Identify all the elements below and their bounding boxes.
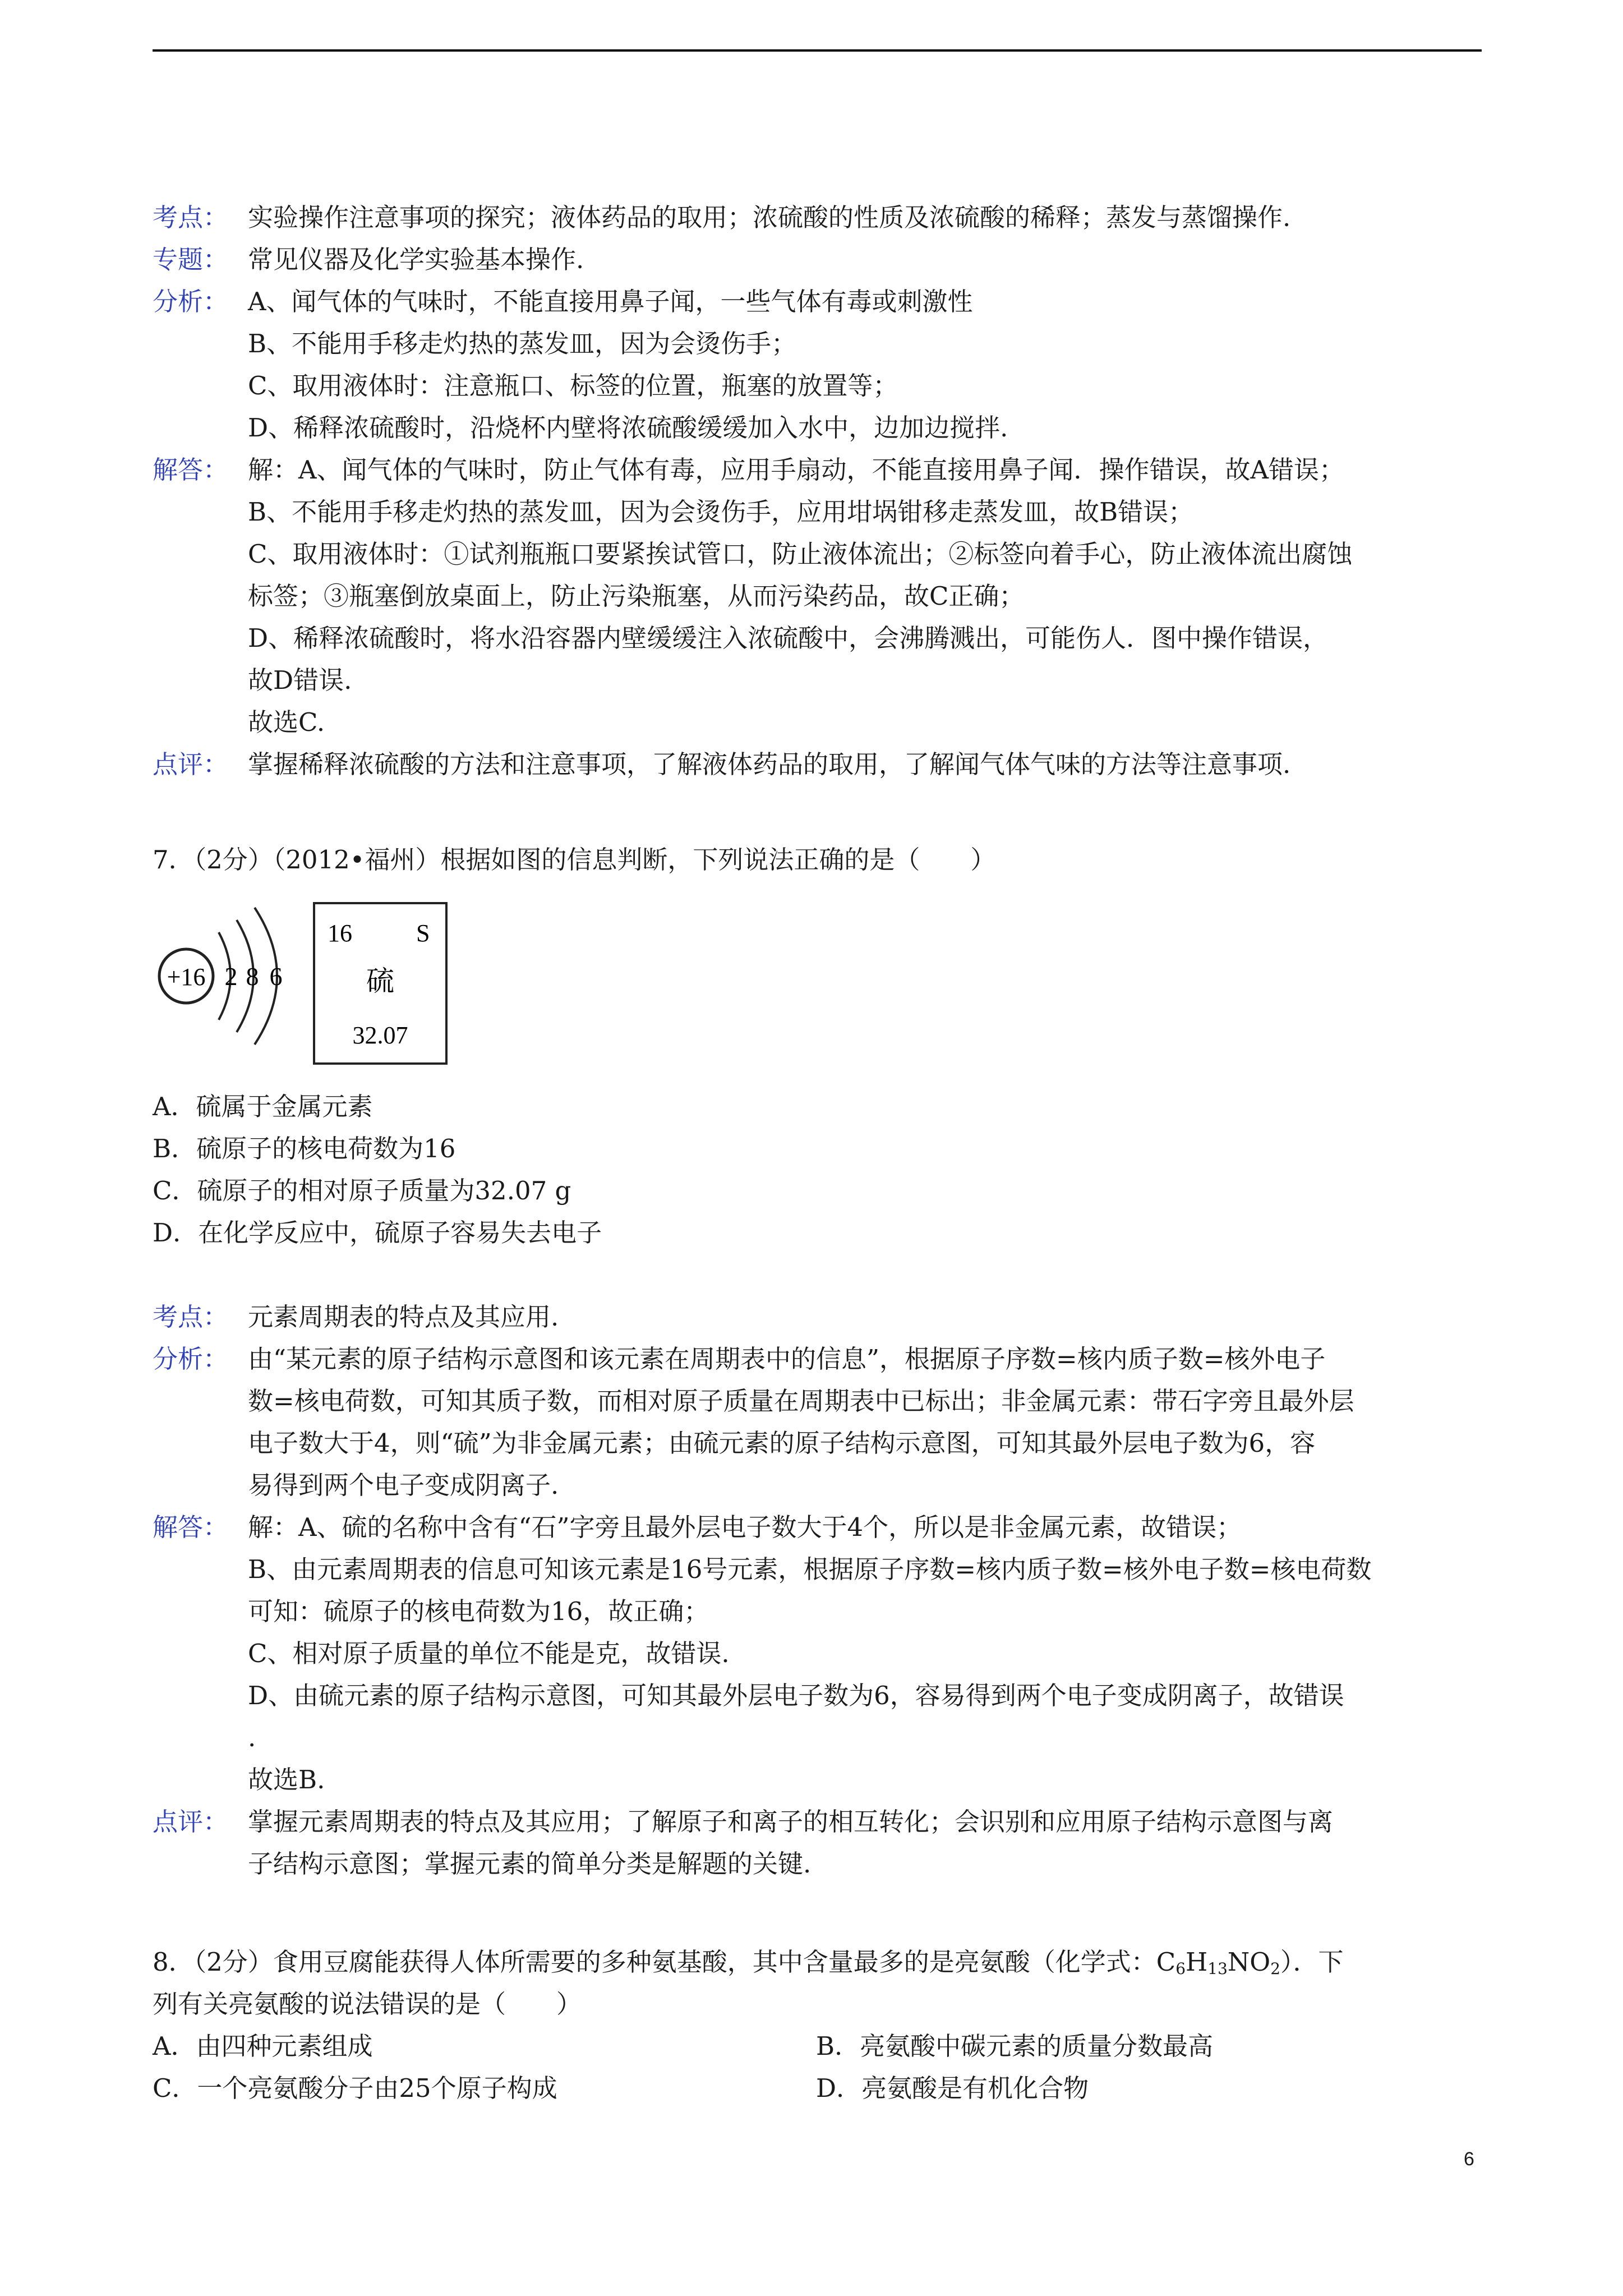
- jieda-line: 可知：硫原子的核电荷数为16，故正确；: [248, 1596, 709, 1626]
- dianping-line: 掌握元素周期表的特点及其应用；了解原子和离子的相互转化；会识别和应用原子结构示意图与离: [248, 1807, 1334, 1837]
- jieda-line: 故D错误.: [248, 665, 352, 695]
- q8-stem-text: ）．下: [1280, 1947, 1344, 1977]
- q7-options: [153, 1085, 1482, 1254]
- q8-options-row-1: [153, 2025, 1482, 2067]
- q7-option-c: C．硫原子的相对原子质量为32.07 g: [153, 1176, 571, 1205]
- q8-option-c: C．一个亮氨酸分子由25个原子构成: [153, 2073, 557, 2103]
- dianping-text: 掌握稀释浓硫酸的方法和注意事项，了解液体药品的取用，了解闻气体气味的方法等注意事项.: [248, 749, 1291, 779]
- q7-option-a: A．硫属于金属元素: [153, 1092, 373, 1121]
- label-fenxi: 分析：: [153, 1344, 229, 1374]
- nucleus-charge: +16: [167, 963, 206, 991]
- shell-3-electrons: 6: [269, 962, 283, 991]
- jieda-line: 解：A、闻气体的气味时，防止气体有毒，应用手扇动，不能直接用鼻子闻．操作错误，故A错误；: [248, 455, 1344, 485]
- jieda-line: 故选B.: [248, 1765, 325, 1795]
- q7-option-d: D．在化学反应中，硫原子容易失去电子: [153, 1218, 602, 1248]
- fenxi-line: B、不能用手移走灼热的蒸发皿，因为会烫伤手；: [248, 329, 797, 358]
- formula-subscript: 6: [1175, 1959, 1186, 1978]
- formula-part: H: [1186, 1947, 1208, 1977]
- q6-dianping: [153, 743, 1482, 785]
- jieda-line: 故选C.: [248, 707, 325, 737]
- kaodian-text: 元素周期表的特点及其应用.: [248, 1302, 559, 1332]
- q6-analysis: [153, 196, 1482, 785]
- q7-fenxi: [153, 1338, 1482, 1380]
- q7-kaodian: [153, 1296, 1482, 1338]
- jieda-line: D、由硫元素的原子结构示意图，可知其最外层电子数为6，容易得到两个电子变成阴离子，故错误: [248, 1681, 1344, 1710]
- fenxi-line: 数=核电荷数，可知其质子数，而相对原子质量在周期表中已标出；非金属元素：带石字旁且最外层: [248, 1386, 1354, 1416]
- fenxi-line: A、闻气体的气味时，不能直接用鼻子闻，一些气体有毒或刺激性: [248, 287, 973, 316]
- q6-fenxi: [153, 280, 1482, 323]
- shell-1-electrons: 2: [224, 962, 238, 991]
- label-jieda: 解答：: [153, 1512, 229, 1542]
- label-zhuanti: 专题：: [153, 245, 229, 274]
- page-number: 6: [1464, 2148, 1474, 2170]
- label-kaodian: 考点：: [153, 1302, 229, 1332]
- jieda-line: D、稀释浓硫酸时，将水沿容器内壁缓缓注入浓硫酸中，会沸腾溅出，可能伤人．图中操作错误，: [248, 623, 1329, 653]
- q7-analysis: [153, 1296, 1482, 1885]
- q7-stem: 7．（2分）（2012•福州）根据如图的信息判断，下列说法正确的是（ ）: [153, 845, 996, 875]
- q7-option-b: B．硫原子的核电荷数为16: [153, 1134, 456, 1163]
- q8-options-row-2: [153, 2067, 1482, 2109]
- q8-option-b: B．亮氨酸中碳元素的质量分数最高: [816, 2031, 1214, 2061]
- jieda-line: .: [248, 1723, 256, 1752]
- jieda-line: 解：A、硫的名称中含有“石”字旁且最外层电子数大于4个，所以是非金属元素，故错误；: [248, 1512, 1242, 1542]
- fenxi-line: 电子数大于4，则“硫”为非金属元素；由硫元素的原子结构示意图，可知其最外层电子数为6，容: [248, 1428, 1316, 1458]
- jieda-line: B、由元素周期表的信息可知该元素是16号元素，根据原子序数=核内质子数=核外电子数=核电荷数: [248, 1554, 1372, 1584]
- atomic-number: 16: [328, 919, 352, 947]
- jieda-line: 标签；③瓶塞倒放桌面上，防止污染瓶塞，从而污染药品，故C正确；: [248, 581, 1025, 611]
- header-rule: [153, 49, 1482, 52]
- element-symbol: S: [416, 919, 430, 947]
- fenxi-line: 由“某元素的原子结构示意图和该元素在周期表中的信息”，根据原子序数=核内质子数=核外电子: [248, 1344, 1326, 1374]
- element-name: 硫: [366, 965, 394, 997]
- atomic-mass: 32.07: [352, 1022, 408, 1049]
- q7-jieda: [153, 1506, 1482, 1548]
- q6-zhuanti: [153, 238, 1482, 280]
- q8-stem-text: 8．（2分）食用豆腐能获得人体所需要的多种氨基酸，其中含量最多的是亮氨酸（化学式：C: [153, 1947, 1176, 1977]
- dianping-line: 子结构示意图；掌握元素的简单分类是解题的关键.: [248, 1849, 811, 1879]
- label-jieda: 解答：: [153, 455, 229, 485]
- formula-subscript: 13: [1207, 1959, 1228, 1978]
- sulfur-atom-figure: [153, 898, 467, 1077]
- fenxi-line: 易得到两个电子变成阴离子.: [248, 1470, 559, 1500]
- q6-jieda: [153, 449, 1482, 491]
- q8-block: [153, 1941, 1482, 2109]
- jieda-line: C、相对原子质量的单位不能是克，故错误.: [248, 1639, 730, 1668]
- formula-part: NO: [1227, 1947, 1271, 1977]
- label-fenxi: 分析：: [153, 287, 229, 316]
- shell-2-electrons: 8: [246, 962, 259, 991]
- kaodian-text: 实验操作注意事项的探究；液体药品的取用；浓硫酸的性质及浓硫酸的稀释；蒸发与蒸馏操作.: [248, 203, 1291, 232]
- fenxi-line: C、取用液体时：注意瓶口、标签的位置，瓶塞的放置等；: [248, 371, 898, 401]
- label-dianping: 点评：: [153, 1807, 229, 1837]
- jieda-line: B、不能用手移走灼热的蒸发皿，因为会烫伤手，应用坩埚钳移走蒸发皿，故B错误；: [248, 497, 1194, 527]
- q8-option-d: D．亮氨酸是有机化合物: [816, 2073, 1089, 2103]
- formula-subscript: 2: [1270, 1959, 1281, 1978]
- zhuanti-text: 常见仪器及化学实验基本操作.: [248, 245, 584, 274]
- q6-kaodian: [153, 196, 1482, 238]
- label-dianping: 点评：: [153, 749, 229, 779]
- fenxi-line: D、稀释浓硫酸时，沿烧杯内壁将浓硫酸缓缓加入水中，边加边搅拌.: [248, 413, 1008, 443]
- q8-stem-line-2: 列有关亮氨酸的说法错误的是（ ）: [153, 1989, 582, 2019]
- q7-dianping: [153, 1801, 1482, 1843]
- jieda-line: C、取用液体时：①试剂瓶瓶口要紧挨试管口，防止液体流出；②标签向着手心，防止液体流出腐蚀: [248, 539, 1353, 569]
- q8-stem-line-1: [153, 1941, 1482, 1983]
- label-kaodian: 考点：: [153, 203, 229, 232]
- q8-option-a: A．由四种元素组成: [153, 2031, 373, 2061]
- q7-stem-block: [153, 839, 1482, 881]
